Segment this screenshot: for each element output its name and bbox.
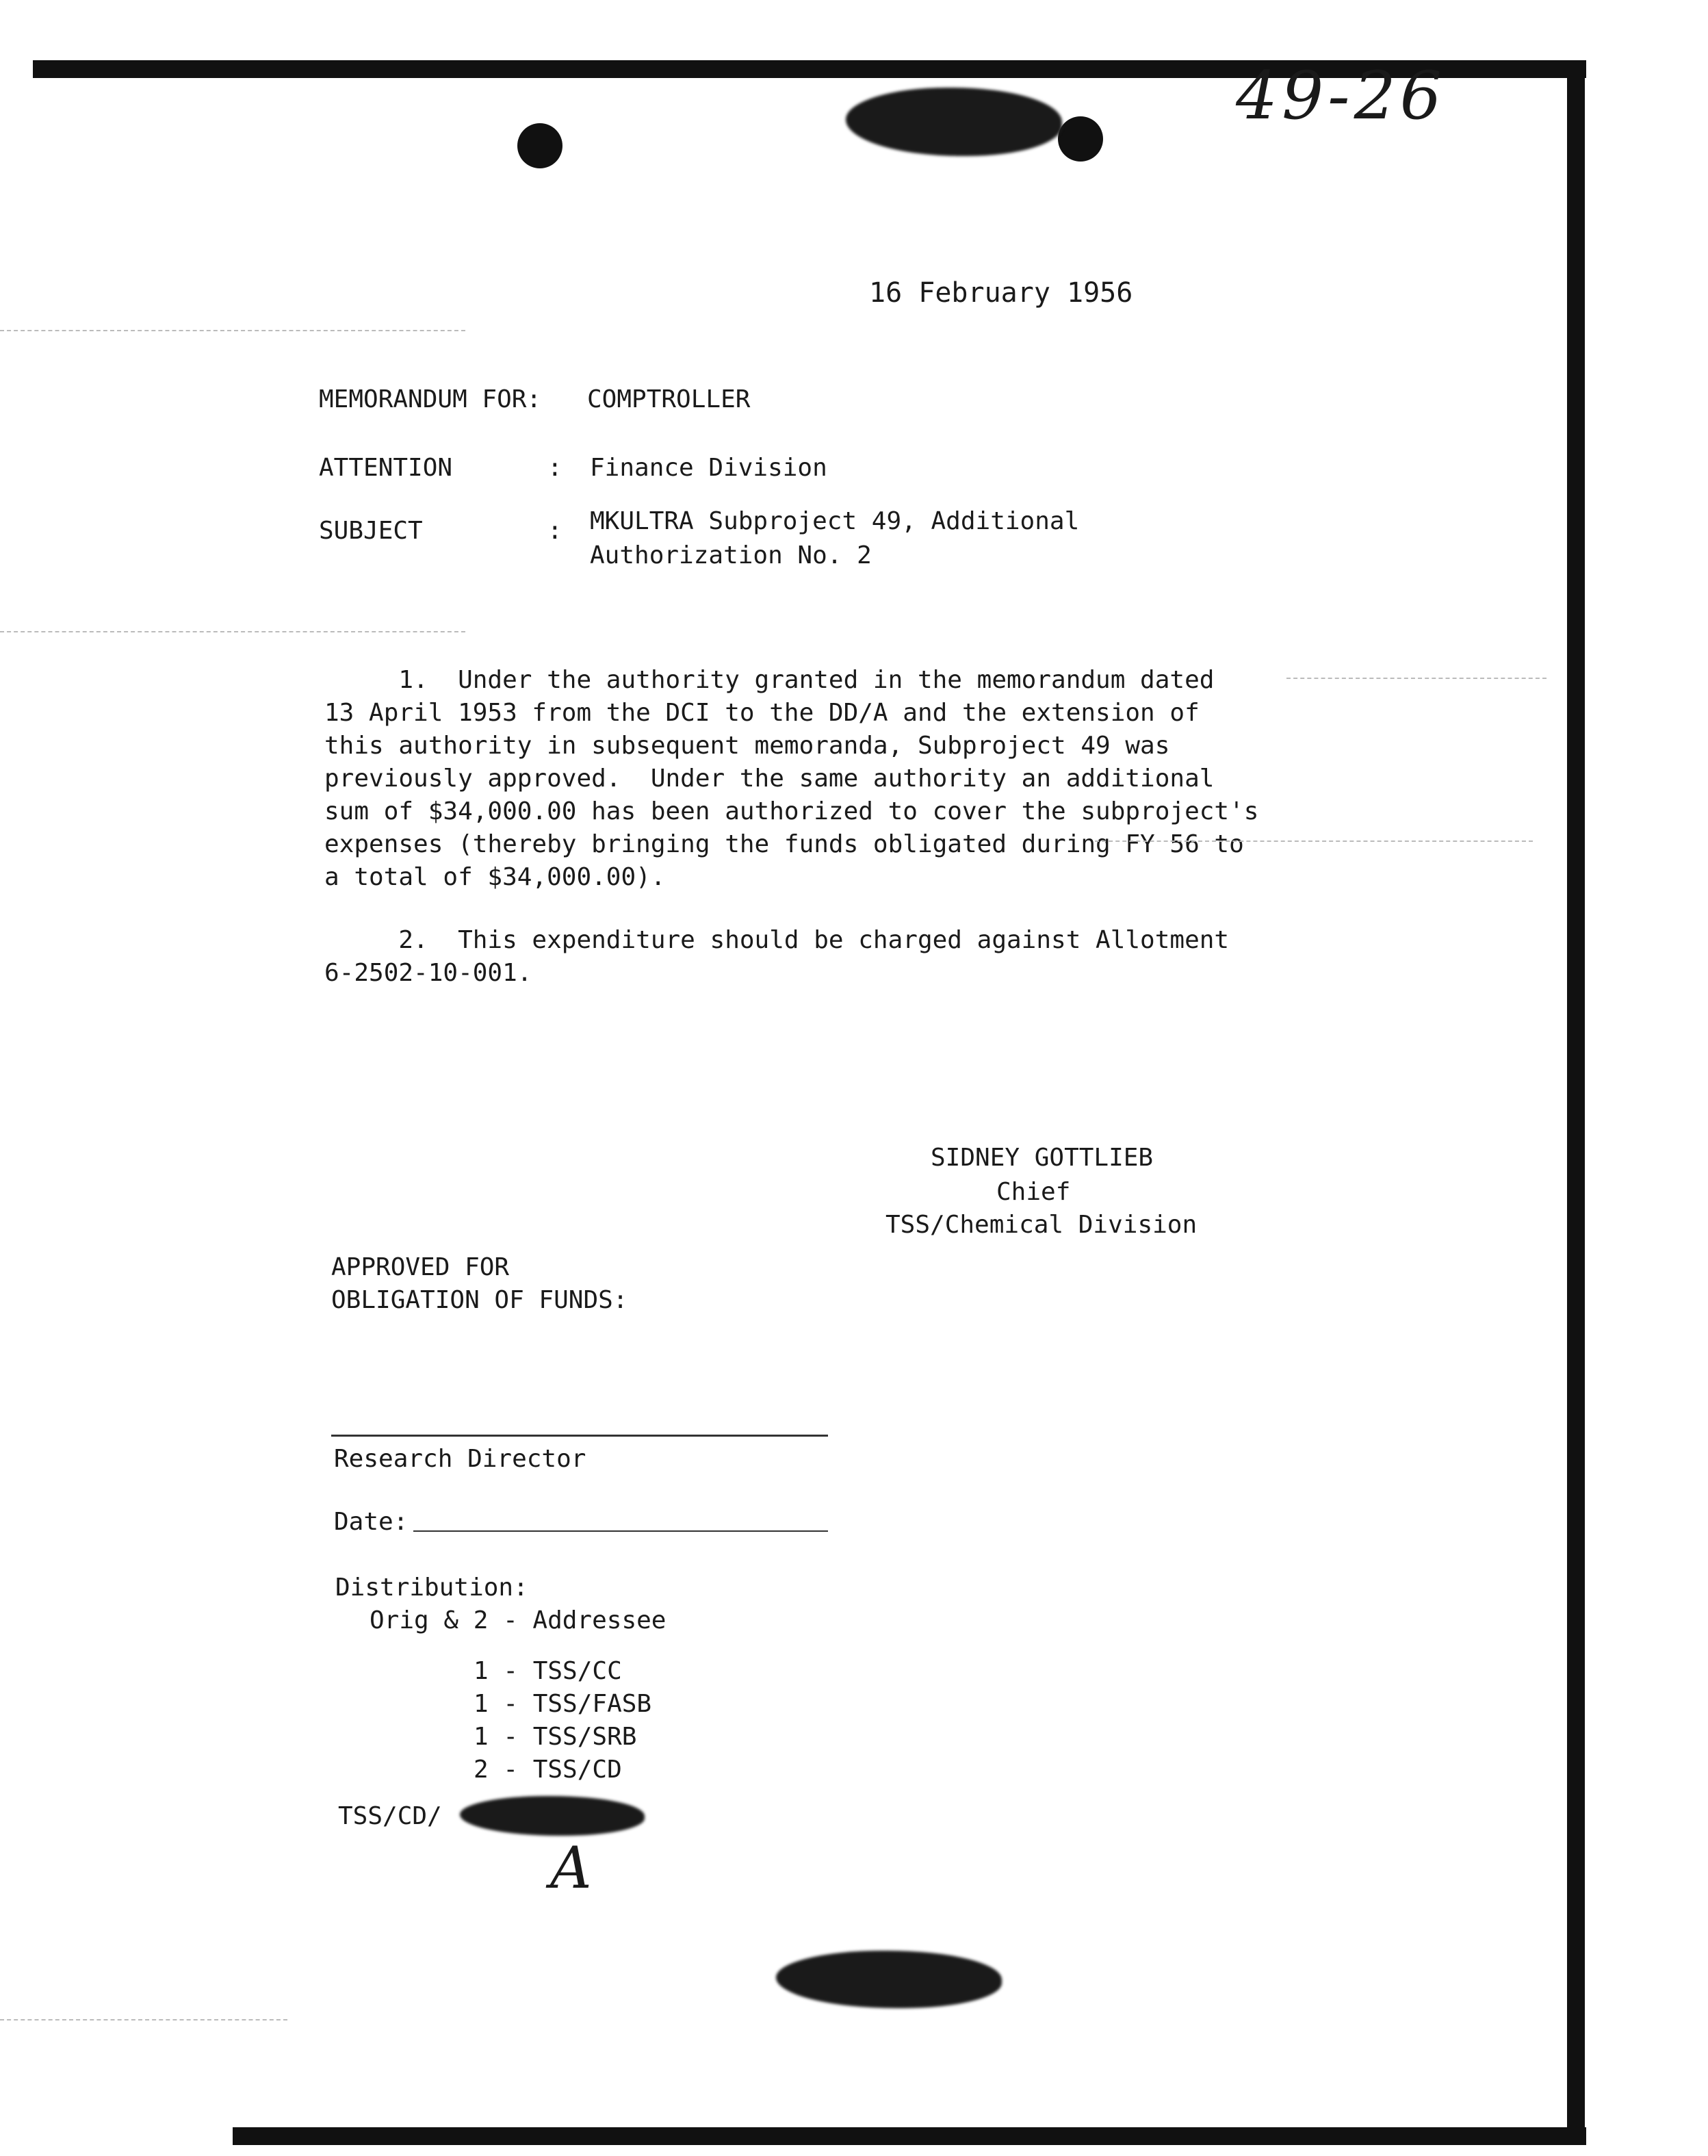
scan-noise-line xyxy=(1095,840,1533,842)
scan-noise-line xyxy=(0,330,465,331)
redaction-footer-reference xyxy=(460,1796,645,1836)
approval-line-2: OBLIGATION OF FUNDS: xyxy=(331,1286,628,1314)
distribution-item: 1 - TSS/FASB xyxy=(474,1690,652,1718)
signature-title: Chief xyxy=(996,1178,1071,1206)
attention-value: Finance Division xyxy=(590,454,827,482)
approval-line-1: APPROVED FOR xyxy=(331,1253,510,1281)
subject-line-2: Authorization No. 2 xyxy=(590,541,872,569)
subject-label: SUBJECT xyxy=(319,517,423,545)
distribution-heading: Distribution: xyxy=(335,1574,528,1602)
distribution-orig: Orig & 2 - Addressee xyxy=(370,1606,667,1634)
subject-line-1: MKULTRA Subproject 49, Additional xyxy=(590,507,1080,535)
memo-for-label: MEMORANDUM FOR: xyxy=(319,385,542,413)
distribution-item: 2 - TSS/CD xyxy=(474,1756,622,1784)
memo-date: 16 February 1956 xyxy=(869,277,1133,309)
punch-hole-left xyxy=(517,123,562,168)
attention-colon: : xyxy=(547,454,562,482)
subject-colon: : xyxy=(547,517,562,545)
distribution-item: 1 - TSS/SRB xyxy=(474,1723,637,1751)
paragraph-1 xyxy=(324,664,1337,894)
scan-border-bottom xyxy=(233,2127,1586,2145)
redaction-top xyxy=(846,88,1062,156)
approval-role: Research Director xyxy=(334,1445,586,1473)
distribution-item: 1 - TSS/CC xyxy=(474,1657,622,1685)
scan-noise-line xyxy=(0,631,465,632)
memo-for-value: COMPTROLLER xyxy=(587,385,751,413)
redaction-bottom xyxy=(776,1951,1002,2008)
paragraph-line: 2. This expenditure should be charged against Allotment xyxy=(324,926,1230,954)
scan-border-right xyxy=(1567,60,1585,2145)
paragraph-line: a total of $34,000.00). xyxy=(324,863,666,891)
handwritten-initial: A xyxy=(550,1834,592,1901)
approval-date-line xyxy=(413,1530,828,1532)
paragraph-line: 1. Under the authority granted in the memorandum dated xyxy=(324,666,1215,694)
approval-signature-line xyxy=(331,1435,828,1437)
signature-division: TSS/Chemical Division xyxy=(885,1211,1198,1239)
paragraph-line: sum of $34,000.00 has been authorized to cover the subproject's xyxy=(324,797,1259,825)
paragraph-line: 6-2502-10-001. xyxy=(324,959,532,987)
scan-noise-line xyxy=(0,2019,287,2020)
punch-hole-right xyxy=(1058,116,1103,162)
approval-date-label: Date: xyxy=(334,1508,409,1536)
footer-reference: TSS/CD/ xyxy=(338,1802,442,1830)
signature-name: SIDNEY GOTTLIEB xyxy=(931,1144,1154,1172)
paragraph-2 xyxy=(324,924,1337,990)
handwritten-reference: 49-26 xyxy=(1236,57,1446,134)
paragraph-line: this authority in subsequent memoranda, Subproject 49 was xyxy=(324,732,1170,760)
paragraph-line: expenses (thereby bringing the funds obligated during FY 56 to xyxy=(324,830,1244,858)
scan-noise-line xyxy=(1286,678,1547,679)
distribution-list xyxy=(474,1655,651,1786)
attention-label: ATTENTION xyxy=(319,454,453,482)
paragraph-line: 13 April 1953 from the DCI to the DD/A and the extension of xyxy=(324,699,1200,727)
paragraph-line: previously approved. Under the same authority an additional xyxy=(324,765,1215,793)
